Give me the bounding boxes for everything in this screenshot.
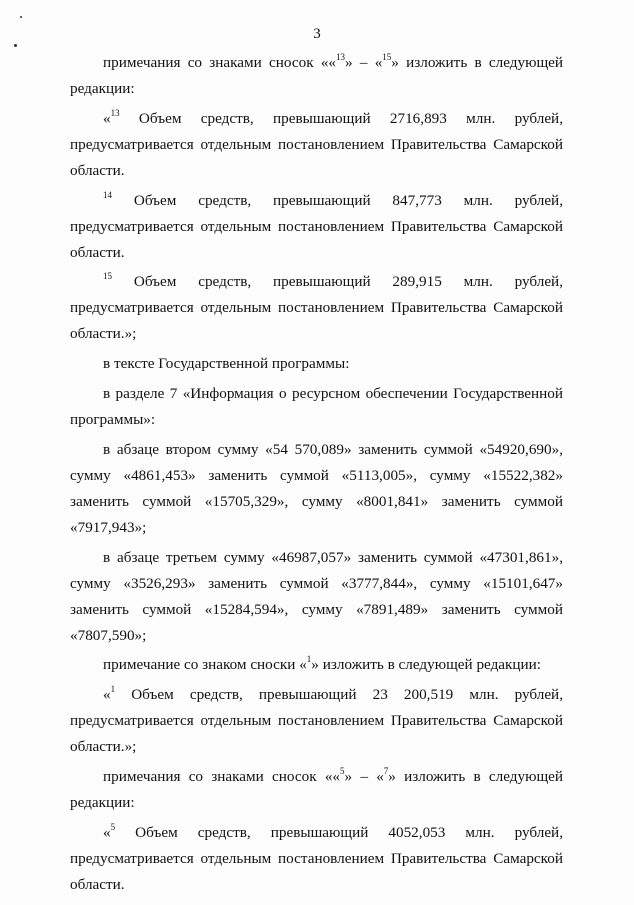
paragraph-note-1: [70, 652, 563, 678]
fn-ref-15: 15: [382, 52, 392, 62]
paragraph-in-text: в тексте Государственной программы:: [103, 355, 350, 373]
scan-speck: [20, 16, 22, 18]
scan-speck: [14, 44, 17, 47]
footnote-14: $^{14}$ Объем средств, превышающий 847,773 млн. рублей, предусматривается отдельным постановлением Правительства Самарской области.: [70, 189, 563, 261]
document-body: [70, 50, 563, 902]
fn-ref-1: 1: [306, 654, 312, 665]
footnote-1: «$^1$ Объем средств, превышающий 23 200,519 млн. рублей, предусматривается отдельным постановлением Правительства Самарской области.»;: [70, 684, 563, 756]
paragraph-abzac-3: в абзаце третьем сумму «46987,057» заменить суммой «47301,861», сумму «3526,293» заменить суммой «3777,844», сумму «15101,647» заменить суммой «15284,594», сумму «7891,489» заменить суммой «7807,590»;: [70, 548, 563, 644]
footnote-13: «$^{13}$ Объем средств, превышающий 2716,893 млн. рублей, предусматривается отдельным постановлением Правительства Самарской области.: [70, 107, 563, 179]
paragraph-abzac-2: в абзаце втором сумму «54 570,089» заменить суммой «54920,690», сумму «4861,453» заменить суммой «5113,005», сумму «15522,382» заменить суммой «15705,329», сумму «8001,841» заменить суммой «7917,943»;: [70, 440, 563, 536]
footnote-number: 14: [103, 189, 112, 200]
note-1-a: примечание со знаком сноски «: [103, 656, 307, 674]
paragraph-section-7: в разделе 7 «Информация о ресурсном обеспечении Государственной программы»:: [70, 384, 563, 428]
footnote-number: 15: [103, 271, 112, 282]
footnote-number: 5: [110, 821, 116, 832]
notes-13-15-c: » изложить в следующей редакции:: [70, 54, 564, 97]
notes-5-7-a: примечания со знаками сносок ««: [103, 767, 341, 785]
footnote-5: «$^5$ Объем средств, превышающий 4052,053 млн. рублей, предусматривается отдельным постановлением Правительства Самарской области.: [70, 821, 563, 893]
notes-5-7-b: » – «: [344, 767, 384, 785]
fn-ref-13: 13: [336, 52, 346, 62]
paragraph-notes-13-15: [70, 50, 563, 102]
notes-5-7-c: » изложить в следующей редакции:: [70, 767, 564, 811]
footnote-number: 13: [110, 107, 120, 118]
page-number: 3: [313, 26, 321, 42]
fn-ref-5: 5: [340, 765, 345, 776]
paragraph-notes-5-7: [70, 764, 563, 816]
note-1-b: » изложить в следующей редакции:: [311, 656, 542, 674]
footnote-number: 1: [110, 684, 116, 695]
footnote-15: $^{15}$ Объем средств, превышающий 289,915 млн. рублей, предусматривается отдельным постановлением Правительства Самарской области.»;: [70, 271, 563, 343]
notes-13-15-b: » – «: [345, 54, 383, 71]
fn-ref-7: 7: [383, 765, 389, 776]
notes-13-15-a: примечания со знаками сносок ««: [103, 54, 337, 71]
